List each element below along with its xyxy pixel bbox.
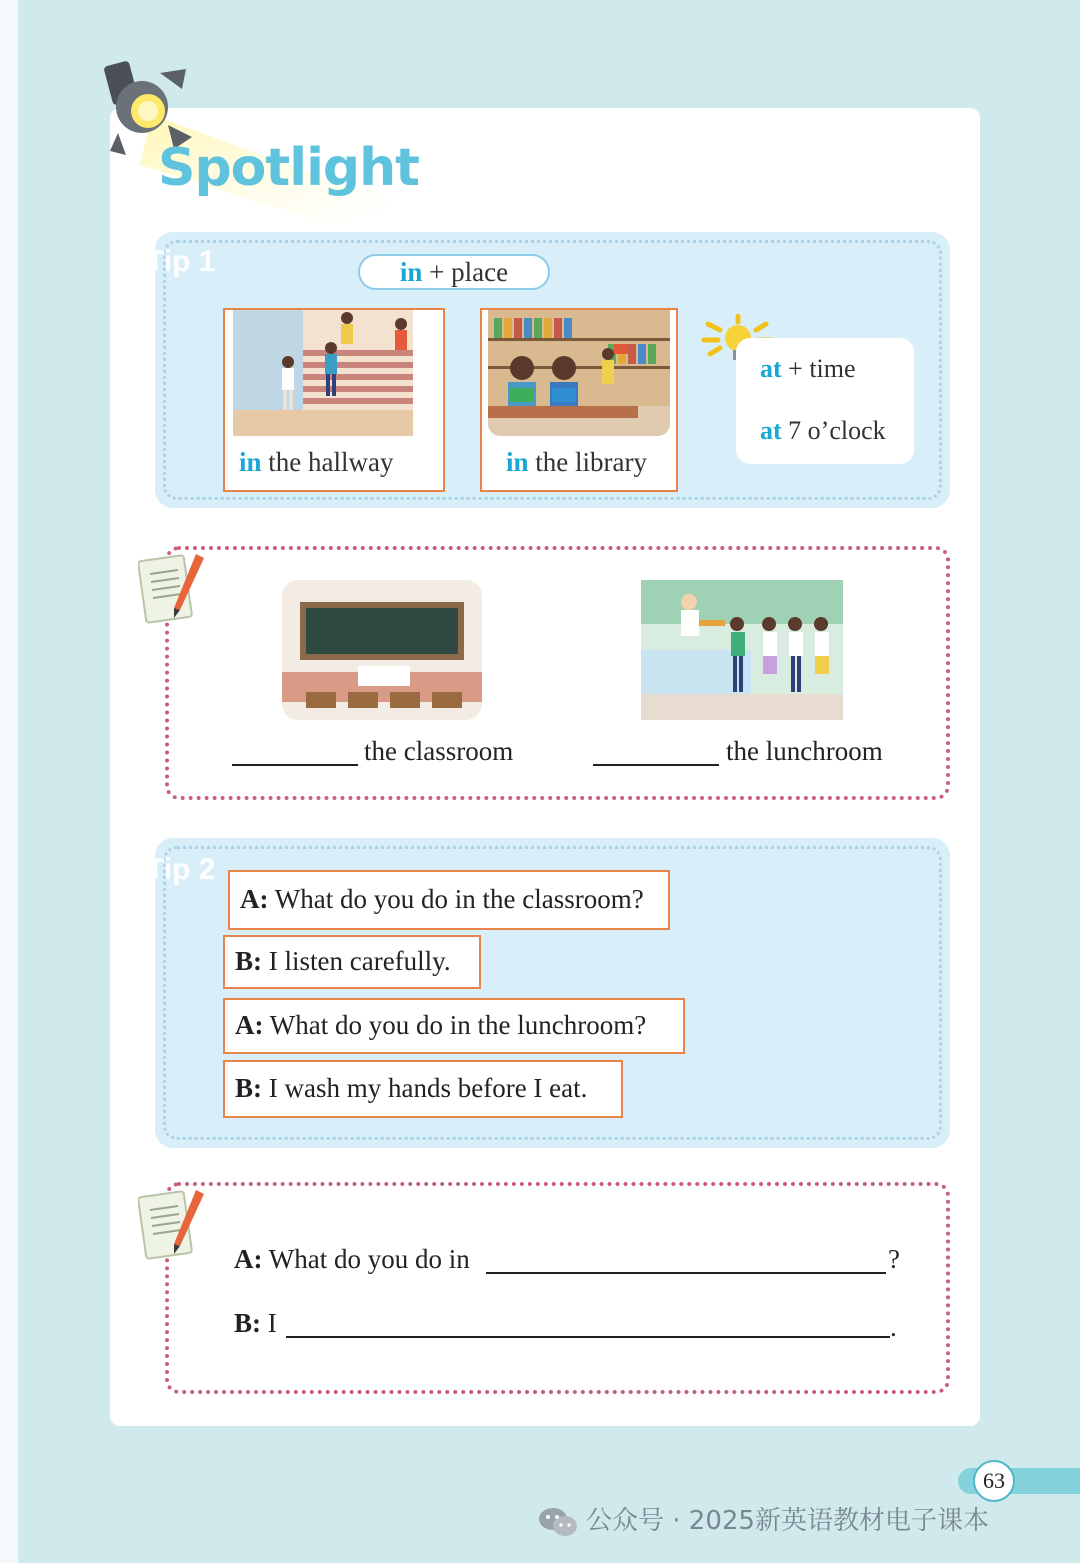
hallway-text: the hallway bbox=[268, 447, 394, 477]
notepad-pencil-icon bbox=[138, 1186, 208, 1262]
at-time-rest: + time bbox=[788, 354, 856, 383]
exercise2-blank-a[interactable] bbox=[486, 1272, 886, 1274]
tip2-tag bbox=[136, 848, 228, 892]
exercise2-line-b bbox=[234, 1308, 277, 1339]
spotlight-title: Spotlight bbox=[158, 138, 420, 198]
dialog-text: I listen carefully. bbox=[268, 946, 451, 976]
exercise2-panel bbox=[165, 1182, 950, 1394]
pill-keyword: in bbox=[399, 257, 423, 287]
dialog-text: I wash my hands before I eat. bbox=[268, 1073, 588, 1103]
at-time-note bbox=[736, 338, 914, 464]
classroom-blank[interactable] bbox=[232, 764, 358, 766]
at-clock-line bbox=[760, 416, 886, 446]
hallway-picture-box bbox=[223, 308, 445, 492]
library-illustration-icon bbox=[488, 310, 670, 436]
dialog-speaker: B: bbox=[235, 946, 262, 976]
library-picture-box bbox=[480, 308, 678, 492]
exercise2-end-b: . bbox=[890, 1312, 897, 1342]
exercise2-line-a bbox=[234, 1244, 470, 1275]
footer-text: 公众号 · 2025新英语教材电子课本 bbox=[586, 1506, 989, 1536]
exercise2-end-a: ? bbox=[888, 1244, 900, 1274]
classroom-illustration-icon bbox=[282, 580, 482, 720]
wechat-icon bbox=[538, 1506, 578, 1538]
exercise2-speaker-b: B: bbox=[234, 1308, 261, 1338]
exercise2-text-b: I bbox=[267, 1308, 277, 1338]
dialog-speaker: A: bbox=[240, 884, 269, 914]
tip1-tag bbox=[136, 240, 228, 284]
dialog-line-4 bbox=[223, 1060, 623, 1118]
notepad-pencil-icon bbox=[138, 550, 208, 626]
exercise2-blank-b[interactable] bbox=[286, 1336, 890, 1338]
tip1-tag-label: Tip 1 bbox=[146, 245, 216, 278]
dialog-line-2 bbox=[223, 935, 481, 989]
dialog-line-3 bbox=[223, 998, 685, 1054]
dialog-text: What do you do in the lunchroom? bbox=[269, 1010, 647, 1040]
in-place-pill bbox=[358, 254, 550, 290]
classroom-label: the classroom bbox=[364, 736, 514, 766]
library-caption bbox=[506, 447, 647, 478]
footer-watermark bbox=[538, 1500, 989, 1538]
page-number: 63 bbox=[973, 1460, 1015, 1502]
lunchroom-label: the lunchroom bbox=[726, 736, 883, 766]
dialog-speaker: B: bbox=[235, 1073, 262, 1103]
exercise2-text-a: What do you do in bbox=[268, 1244, 470, 1274]
library-keyword: in bbox=[506, 447, 529, 477]
at-time-line bbox=[760, 354, 856, 384]
dialog-speaker: A: bbox=[235, 1010, 264, 1040]
hallway-illustration-icon bbox=[233, 310, 413, 436]
lunchroom-blank[interactable] bbox=[593, 764, 719, 766]
pill-rest: + place bbox=[429, 257, 509, 287]
tip2-tag-label: Tip 2 bbox=[146, 853, 216, 886]
exercise2-speaker-a: A: bbox=[234, 1244, 263, 1274]
page-edge bbox=[0, 0, 18, 1563]
hallway-keyword: in bbox=[239, 447, 262, 477]
dialog-text: What do you do in the classroom? bbox=[274, 884, 644, 914]
library-text: the library bbox=[535, 447, 647, 477]
lunchroom-illustration-icon bbox=[641, 580, 843, 720]
at-keyword-2: at bbox=[760, 416, 782, 445]
at-keyword-1: at bbox=[760, 354, 782, 383]
at-clock-rest: 7 o’clock bbox=[788, 416, 886, 445]
dialog-line-1 bbox=[228, 870, 670, 930]
hallway-caption bbox=[239, 447, 394, 478]
